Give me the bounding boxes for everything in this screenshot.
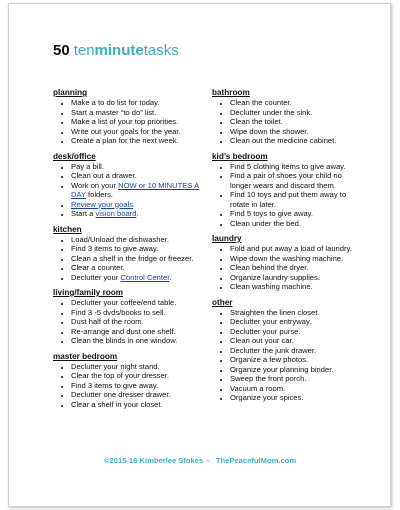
section-heading: laundry — [212, 234, 242, 243]
task-text: Declutter your — [71, 272, 121, 282]
task-item — [230, 327, 360, 337]
task-text: Find 3 items to give away. — [71, 244, 159, 253]
left-column — [53, 88, 208, 415]
page-title — [53, 42, 179, 59]
task-text: Dust half of the room. — [71, 317, 144, 326]
section-heading: planning — [53, 88, 88, 97]
task-item — [230, 365, 360, 375]
task-item — [71, 381, 208, 391]
task-item — [71, 327, 208, 337]
section-kid-s-bedroom — [212, 152, 360, 229]
task-list — [212, 308, 360, 403]
section-master-bedroom — [53, 352, 208, 410]
task-item — [71, 273, 208, 283]
task-item — [71, 390, 208, 400]
section-desk-office — [53, 152, 208, 219]
task-text: Clean the toilet. — [230, 117, 283, 126]
title-number: 50 — [53, 42, 70, 59]
task-text: Create a plan for the next week. — [71, 136, 179, 145]
task-item — [230, 162, 360, 172]
task-item — [230, 263, 360, 273]
task-item — [71, 127, 208, 137]
task-item — [230, 384, 360, 394]
task-item — [71, 308, 208, 318]
task-item — [230, 209, 360, 219]
task-text: Declutter the junk drawer. — [230, 345, 317, 355]
task-item — [71, 108, 208, 118]
task-text: Clean behind the dryer. — [230, 263, 309, 272]
task-item — [71, 244, 208, 254]
task-list — [53, 98, 208, 146]
task-item — [230, 374, 360, 384]
task-text: folders. — [85, 190, 113, 199]
footer — [0, 456, 400, 465]
task-text: . — [136, 209, 139, 218]
task-item — [230, 393, 360, 403]
task-item — [230, 219, 360, 229]
task-text: Fold and put away a load of laundry. — [230, 244, 352, 253]
task-list — [53, 235, 208, 283]
task-link[interactable]: NOW or 10 MINUTES A DAY — [71, 180, 200, 199]
task-link[interactable]: Control Center — [120, 272, 170, 282]
section-planning — [53, 88, 208, 146]
section-heading: kitchen — [53, 224, 82, 234]
task-item — [71, 336, 208, 346]
task-item — [230, 254, 360, 264]
task-text: Clean out the medicine cabinet. — [230, 136, 337, 145]
task-item — [230, 98, 360, 108]
task-list — [212, 162, 360, 229]
task-text: Sweep the front porch. — [230, 374, 307, 383]
task-item — [71, 98, 208, 108]
task-text: Clear the top of your dresser. — [71, 371, 169, 380]
task-text: Organize your planning binder. — [230, 364, 334, 374]
task-text: Vacuum a room. — [230, 383, 286, 393]
task-item — [230, 273, 360, 283]
task-text: Find a pair of shoes your child no longer wears and discard them. — [230, 171, 342, 190]
task-text: Clean washing machine. — [230, 282, 313, 291]
task-text: Clean the counter. — [230, 98, 292, 107]
task-item — [71, 371, 208, 381]
task-text: Pay a bill. — [71, 161, 104, 171]
task-text: Declutter your coffee/end table. — [71, 298, 177, 307]
section-heading: master bedroom — [53, 351, 118, 361]
task-item — [230, 244, 360, 254]
task-text: Clean a shelf in the fridge or freezer. — [71, 253, 194, 263]
task-text: Work on your — [71, 180, 119, 190]
section-laundry — [212, 234, 360, 292]
task-item — [71, 117, 208, 127]
task-item — [230, 346, 360, 356]
task-text: Make a list of your top priorities. — [71, 117, 179, 126]
task-text: Straighten the linen closet. — [230, 307, 320, 317]
task-text: Clear a shelf in your closet. — [71, 399, 163, 409]
footer-site-link[interactable]: ThePeacefulMom.com — [215, 456, 297, 465]
task-list — [212, 244, 360, 292]
task-text: Start a — [71, 209, 96, 218]
task-item — [230, 308, 360, 318]
task-text: Clean the blinds in one window. — [71, 336, 178, 345]
task-item — [230, 190, 360, 209]
task-text: . — [133, 199, 136, 209]
task-text: Find 3 -5 dvds/books to sell. — [71, 307, 166, 317]
task-item — [230, 136, 360, 146]
section-heading: bathroom — [212, 88, 250, 97]
task-text: Clear a counter. — [71, 263, 125, 272]
task-text: Make a to do list for today. — [71, 98, 160, 107]
task-text: Find 5 clothing items to give away. — [230, 161, 346, 171]
section-living-family-room — [53, 288, 208, 346]
task-text: Clean out a drawer. — [71, 171, 137, 180]
section-kitchen — [53, 225, 208, 283]
section-heading: other — [212, 297, 233, 307]
task-item — [71, 136, 208, 146]
task-item — [230, 127, 360, 137]
task-item — [71, 362, 208, 372]
task-text: Declutter your night stand. — [71, 361, 160, 371]
task-list — [53, 298, 208, 346]
task-text: Wipe down the washing machine. — [230, 253, 344, 263]
title-minute: minute — [94, 42, 144, 59]
section-bathroom — [212, 88, 360, 146]
task-text: Find 10 toys and put them away to rotate in later. — [230, 190, 347, 209]
task-item — [71, 254, 208, 264]
task-item — [71, 317, 208, 327]
task-item — [71, 171, 208, 181]
task-text: Start a master “to do” list. — [71, 107, 157, 117]
section-heading: living/family room — [53, 288, 124, 297]
task-text: Organize a few photos. — [230, 355, 309, 364]
task-text: Find 5 toys to give away. — [230, 209, 314, 218]
task-text: Declutter one dresser drawer. — [71, 390, 171, 399]
task-item — [230, 171, 360, 190]
task-text: Clean out your car. — [230, 336, 294, 345]
task-item — [71, 298, 208, 308]
task-text: Declutter your entryway. — [230, 317, 312, 326]
task-item — [230, 355, 360, 365]
task-item — [230, 108, 360, 118]
task-list — [53, 362, 208, 410]
task-item — [230, 117, 360, 127]
task-text: Write out your goals for the year. — [71, 126, 181, 136]
task-text: Find 3 items to give away. — [71, 380, 159, 390]
section-heading: kid’s bedroom — [212, 151, 268, 161]
right-column — [212, 88, 360, 409]
task-list — [53, 162, 208, 219]
task-item — [71, 200, 208, 210]
task-list — [212, 98, 360, 146]
section-heading: desk/office — [53, 151, 96, 161]
task-item — [71, 235, 208, 245]
title-ten: ten — [73, 42, 95, 59]
title-tasks: tasks — [143, 42, 179, 59]
task-item — [71, 181, 208, 200]
task-text: Declutter your purse. — [230, 326, 301, 336]
task-text: Organize laundry supplies. — [230, 272, 320, 282]
task-item — [230, 336, 360, 346]
task-text: Organize your spices. — [230, 393, 304, 402]
document-page — [8, 3, 391, 507]
task-link[interactable]: vision board — [95, 209, 137, 218]
section-other — [212, 298, 360, 403]
task-item — [71, 263, 208, 273]
task-text: Re-arrange and dust one shelf. — [71, 326, 176, 336]
task-text: . — [169, 272, 172, 282]
footer-copyright: ©2015-16 Kimberlee Stokes – — [103, 456, 210, 465]
task-link[interactable]: Review your goals — [71, 199, 134, 209]
task-item — [230, 282, 360, 292]
task-item — [230, 317, 360, 327]
task-text: Load/Unload the dishwasher. — [71, 234, 169, 244]
task-item — [71, 400, 208, 410]
task-text: Clean under the bed. — [230, 218, 301, 228]
task-item — [71, 162, 208, 172]
task-text: Wipe down the shower. — [230, 126, 309, 136]
task-text: Declutter under the sink. — [230, 107, 313, 117]
task-item — [71, 209, 208, 219]
